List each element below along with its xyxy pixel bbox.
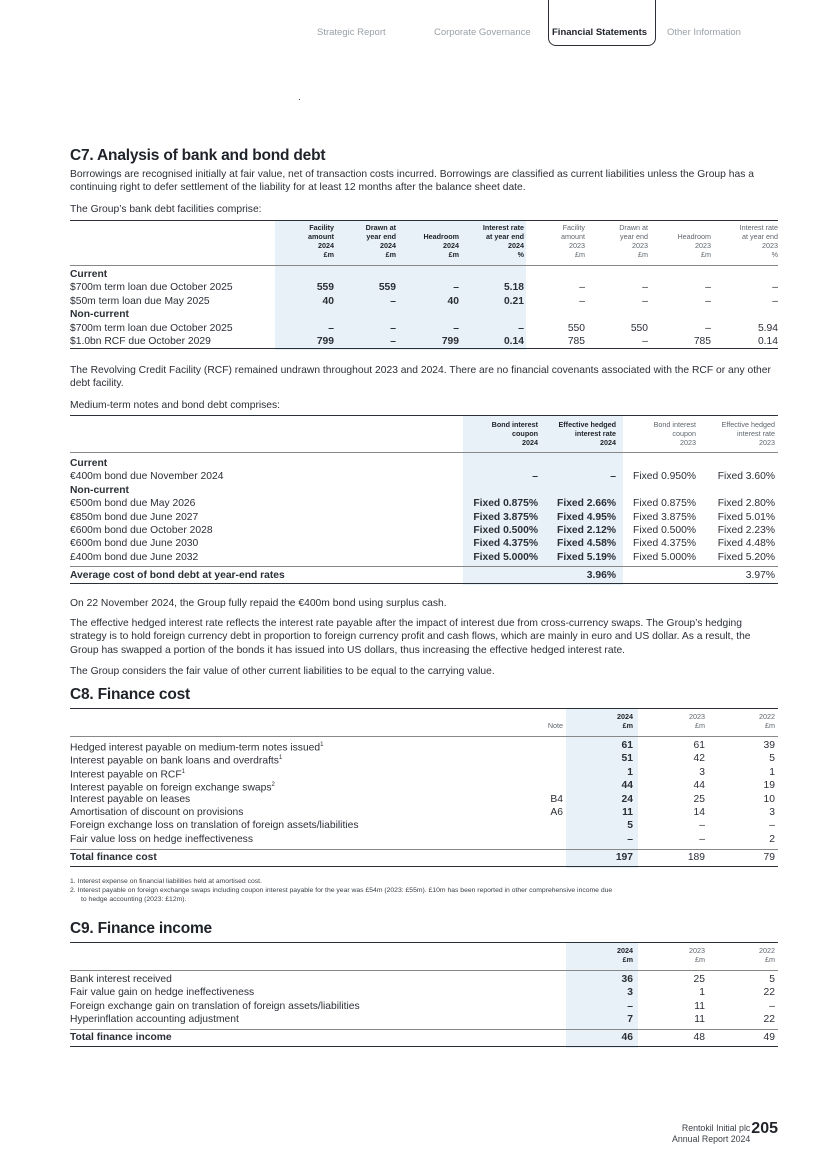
bond-cell: Fixed 3.875% <box>473 511 538 523</box>
footnote-2-cont: to hedge accounting (2023: £12m). <box>81 896 187 903</box>
bond-cell: Fixed 3.60% <box>717 471 775 483</box>
bank-cell: 550 <box>630 322 648 334</box>
total-cell: 79 <box>763 852 775 863</box>
total-cell: 46 <box>621 1032 633 1043</box>
total-cell: 48 <box>693 1032 705 1043</box>
stray-dot <box>299 99 300 100</box>
c8-header-2-line-1: 2023 <box>689 712 705 721</box>
c8-cell: 2 <box>769 833 775 845</box>
c8-cell: 42 <box>693 753 705 765</box>
notes-intro: Medium-term notes and bond debt comprises: <box>70 400 281 411</box>
bond-header-3-line-3: 2023 <box>680 438 696 447</box>
footer-company <box>672 1123 750 1144</box>
c8-header-3-line-1: 2022 <box>759 712 775 721</box>
bond-cell: – <box>532 471 538 483</box>
row-label: Hyperinflation accounting adjustment <box>70 1014 239 1026</box>
bond-header-1-line-1: Bond interest <box>491 420 538 429</box>
header-rule <box>70 265 778 266</box>
c8-cell: 39 <box>763 740 775 751</box>
bank-header-4-line-1: Interest rate <box>482 223 524 232</box>
row-label: $1.0bn RCF due October 2029 <box>70 336 211 347</box>
c8-header-1-line-2: £m <box>622 721 633 730</box>
bank-cell: 785 <box>693 336 711 347</box>
bond-header-4-line-2: interest rate <box>737 429 775 438</box>
bond-header-4-line-3: 2023 <box>759 438 775 447</box>
bank-cell: 799 <box>441 336 459 347</box>
row-label-text: Hedged interest payable on medium-term notes issued <box>70 742 321 754</box>
footnote-2: 2. Interest payable on foreign exchange swaps including coupon interest payable for the year was £54m (2023: £55m). £10m has been reported in other comprehensive income due <box>70 887 613 894</box>
bank-header-3-line-4: £m <box>448 250 459 259</box>
c8-cell: 1 <box>627 766 633 778</box>
bank-cell: – <box>642 282 648 294</box>
row-label-text: Foreign exchange loss on translation of foreign assets/liabilities <box>70 820 359 832</box>
bond-header-4-line-1: Effective hedged <box>721 420 775 429</box>
header-rule <box>70 452 778 453</box>
row-label-text: Fair value loss on hedge ineffectiveness <box>70 833 253 845</box>
total-rule <box>70 566 778 567</box>
c9-cell: 22 <box>763 1014 775 1026</box>
bank-cell: 550 <box>567 322 585 334</box>
c9-cell: – <box>769 1000 775 1012</box>
bank-cell: 559 <box>316 282 334 294</box>
bank-cell: – <box>390 295 396 307</box>
bond-header-3-line-2: coupon <box>672 429 696 438</box>
row-label: €600m bond due June 2030 <box>70 538 199 550</box>
bond-cell: Fixed 0.500% <box>633 525 696 536</box>
bank-header-3-line-2: Headroom <box>423 232 459 241</box>
c8-cell: 44 <box>621 780 633 792</box>
finance-cost-table <box>70 708 778 868</box>
bond-header-2-line-3: 2024 <box>600 438 616 447</box>
bond-cell: Fixed 4.375% <box>633 538 696 550</box>
bank-header-6-line-2: year end <box>620 232 648 241</box>
bank-header-7-line-4: £m <box>701 250 711 259</box>
bank-header-6-line-3: 2023 <box>632 241 648 250</box>
bond-cell: Fixed 5.000% <box>633 551 696 563</box>
section-nav <box>300 0 760 46</box>
bank-cell: 5.18 <box>503 282 524 294</box>
note-ref: A6 <box>550 807 563 818</box>
c7-intro: Borrowings are recognised initially at fair value, net of transaction costs incurred. Borrowings are classified as current liabilities unless the Group has a continuing right to defer settlement of the liability for at least 12 months after the balance sheet date. <box>70 169 754 194</box>
table-top-rule <box>70 220 778 221</box>
bank-cell: – <box>390 322 396 334</box>
tab-corporate-governance[interactable]: Corporate Governance <box>434 27 531 38</box>
bank-header-8-line-1: Interest rate <box>739 223 778 232</box>
c8-cell: 25 <box>693 793 705 805</box>
total-label: Average cost of bond debt at year-end rates <box>70 570 285 581</box>
bank-debt-table <box>70 220 778 350</box>
c8-cell: 14 <box>693 807 705 818</box>
c8-cell: 44 <box>693 780 705 792</box>
section-label: Current <box>70 458 108 469</box>
table-top-rule <box>70 415 778 416</box>
c8-cell: 24 <box>621 793 633 805</box>
row-label: €500m bond due May 2026 <box>70 498 196 510</box>
total-label: Total finance income <box>70 1032 172 1043</box>
c8-cell: 51 <box>621 753 633 765</box>
row-label: €850m bond due June 2027 <box>70 511 199 523</box>
c8-cell: 5 <box>769 753 775 765</box>
bank-header-1-line-1: Facility <box>309 223 334 232</box>
c9-header-1-line-1: 2024 <box>617 946 633 955</box>
row-label-text: Amortisation of discount on provisions <box>70 807 244 818</box>
bond-cell: Fixed 0.875% <box>473 498 538 510</box>
bank-cell: 40 <box>322 295 334 307</box>
bond-cell: Fixed 4.375% <box>473 538 538 550</box>
total-label: Total finance cost <box>70 852 157 863</box>
bank-cell: – <box>642 336 648 347</box>
c9-cell: 1 <box>699 987 705 999</box>
note-ref: B4 <box>550 793 563 805</box>
bank-cell: 5.94 <box>757 322 778 334</box>
c8-cell: – <box>699 833 705 845</box>
bank-header-8-line-4: % <box>771 250 778 259</box>
c9-title: C9. Finance income <box>70 920 212 937</box>
c9-header-3-line-2: £m <box>765 955 775 964</box>
bank-header-4-line-4: % <box>517 250 524 259</box>
c8-header-1-line-1: 2024 <box>617 712 633 721</box>
bond-debt-table <box>70 415 778 585</box>
bond-header-3-line-1: Bond interest <box>653 420 696 429</box>
footer-company-name: Rentokil Initial plc <box>681 1123 751 1133</box>
bank-cell: – <box>328 322 334 334</box>
c8-cell: 5 <box>627 820 633 832</box>
tab-financial-statements[interactable]: Financial Statements <box>548 0 656 46</box>
bank-header-5-line-1: Facility <box>562 223 585 232</box>
c8-cell: 3 <box>769 807 775 818</box>
table-bottom-rule <box>70 1046 778 1047</box>
c8-cell: 61 <box>621 740 633 751</box>
bank-header-1-line-2: amount <box>308 232 334 241</box>
c9-cell: 11 <box>694 1014 705 1026</box>
c8-cell: – <box>699 820 705 832</box>
bank-header-2-line-1: Drawn at <box>365 223 396 232</box>
note-header: Note <box>547 721 563 730</box>
table-top-rule <box>70 708 778 709</box>
c9-cell: 7 <box>627 1014 633 1026</box>
bond-header-1-line-3: 2024 <box>522 438 538 447</box>
total-cell: 49 <box>763 1032 775 1043</box>
footnote-marker: 2 <box>271 782 275 789</box>
c9-cell: 36 <box>621 974 633 985</box>
bank-header-7-line-3: 2023 <box>695 241 711 250</box>
bank-header-6-line-4: £m <box>638 250 648 259</box>
bond-cell: Fixed 0.950% <box>633 471 696 483</box>
bond-cell: Fixed 4.95% <box>557 511 616 523</box>
footnote-marker: 1 <box>320 742 324 748</box>
c8-header-3-line-2: £m <box>765 721 775 730</box>
bank-cell: – <box>642 295 648 307</box>
footnote-marker: 1 <box>278 755 283 762</box>
c8-header-2-line-2: £m <box>695 721 705 730</box>
footnote-1: 1. Interest expense on financial liabilities held at amortised cost. <box>70 878 262 885</box>
bank-cell: – <box>772 295 778 307</box>
bond-cell: Fixed 3.875% <box>633 511 696 523</box>
c9-header-3-line-1: 2022 <box>759 946 775 955</box>
finance-income-table <box>70 942 778 1048</box>
bond-cell: Fixed 2.80% <box>717 498 775 510</box>
total-cell: 189 <box>687 852 705 863</box>
row-label: £400m bond due June 2032 <box>70 551 199 563</box>
c8-cell: 19 <box>763 780 775 792</box>
c8-cell: 61 <box>693 740 705 751</box>
bank-header-5-line-3: 2023 <box>569 241 585 250</box>
c9-header-2-line-2: £m <box>695 955 705 964</box>
row-label: Foreign exchange gain on translation of foreign assets/liabilities <box>70 1000 360 1012</box>
bank-cell: 559 <box>378 282 396 294</box>
section-label: Current <box>70 269 108 280</box>
c9-header-2-line-1: 2023 <box>689 946 705 955</box>
c9-cell: 25 <box>693 974 705 985</box>
bond-header-1-line-2: coupon <box>512 429 538 438</box>
bank-header-6-line-1: Drawn at <box>619 223 648 232</box>
c8-cell: 11 <box>622 807 633 818</box>
bank-cell: – <box>390 336 396 347</box>
bond-cell: Fixed 5.01% <box>717 511 775 523</box>
bank-cell: – <box>705 322 711 334</box>
bank-header-4-line-2: at year end <box>486 232 524 241</box>
bank-cell: – <box>453 282 459 294</box>
bond-header-2-line-2: interest rate <box>574 429 616 438</box>
bond-cell: Fixed 0.500% <box>473 525 538 536</box>
bank-cell: – <box>579 295 585 307</box>
bank-cell: 0.14 <box>503 336 524 347</box>
c8-title: C8. Finance cost <box>70 686 190 703</box>
section-label: Non-current <box>70 309 129 321</box>
row-label <box>70 833 253 846</box>
table-top-rule <box>70 942 778 943</box>
bond-cell: Fixed 5.000% <box>473 551 538 563</box>
bond-header-2-line-1: Effective hedged <box>558 420 616 429</box>
total-cell: 3.97% <box>745 570 775 581</box>
c8-cell: – <box>627 833 633 845</box>
c8-cell: 3 <box>699 766 705 778</box>
c9-cell: 22 <box>763 987 775 999</box>
bank-cell: – <box>772 282 778 294</box>
bank-header-8-line-2: at year end <box>742 232 778 241</box>
c9-cell: 11 <box>694 1000 705 1012</box>
bank-header-2-line-3: 2024 <box>380 241 396 250</box>
row-label: Fair value gain on hedge ineffectiveness <box>70 987 255 999</box>
para-bond-repaid: On 22 November 2024, the Group fully repaid the €400m bond using surplus cash. <box>70 598 447 609</box>
bank-header-3-line-3: 2024 <box>443 241 459 250</box>
facilities-intro: The Group’s bank debt facilities comprise: <box>70 204 262 215</box>
bank-header-5-line-4: £m <box>575 250 585 259</box>
header-rule <box>70 970 778 971</box>
c9-cell: 3 <box>627 987 633 999</box>
c9-cell: – <box>627 1000 633 1012</box>
page-number: 205 <box>751 1120 778 1137</box>
bank-header-1-line-4: £m <box>323 250 334 259</box>
row-label: €600m bond due October 2028 <box>70 525 213 536</box>
para-hedging: The effective hedged interest rate reflects the interest rate payable after the impact of interest due from cross-currency swaps. The Group’s hedging strategy is to hold foreign currency debt in proportion to foreign currency profit and cash flows, which are mainly in euro and US dollar. As a result, the Group has swapped a portion of the bonds it has issued into US dollars, thus increasing the effective hedged interest rate. <box>70 618 751 656</box>
bank-cell: 785 <box>567 336 585 347</box>
bank-cell: 799 <box>316 336 334 347</box>
c8-cell: 10 <box>763 793 775 805</box>
bank-cell: 0.14 <box>757 336 778 347</box>
row-label <box>70 819 358 832</box>
tab-other-information[interactable]: Other Information <box>667 27 741 38</box>
para-fair-value: The Group considers the fair value of other current liabilities to be equal to the carrying value. <box>70 666 495 677</box>
row-label <box>70 793 190 806</box>
table-bottom-rule <box>70 866 778 867</box>
bond-cell: Fixed 5.19% <box>557 551 616 563</box>
footnote-marker: 1 <box>181 768 185 775</box>
row-label <box>70 806 243 819</box>
c8-cell: 1 <box>769 766 775 778</box>
footer-report-name: Annual Report 2024 <box>672 1133 751 1144</box>
bank-cell: – <box>705 295 711 307</box>
bank-header-5-line-2: amount <box>561 232 585 241</box>
row-label-text: Interest payable on bank loans and overdrafts <box>70 755 279 767</box>
bond-cell: Fixed 4.48% <box>717 538 775 550</box>
bond-cell: Fixed 2.66% <box>557 498 616 510</box>
bank-header-8-line-3: 2023 <box>762 241 778 250</box>
bank-header-1-line-3: 2024 <box>318 241 334 250</box>
page-footer <box>672 1120 778 1144</box>
table-bottom-rule <box>70 583 778 584</box>
section-label: Non-current <box>70 484 129 496</box>
total-rule <box>70 849 778 850</box>
row-label-text: Interest payable on leases <box>70 793 191 805</box>
row-label: Bank interest received <box>70 974 172 985</box>
c9-cell: 5 <box>769 974 775 985</box>
tab-strategic-report[interactable]: Strategic Report <box>317 27 386 38</box>
header-rule <box>70 736 778 737</box>
bond-cell: Fixed 0.875% <box>633 498 696 510</box>
bond-cell: Fixed 2.23% <box>717 525 775 536</box>
bank-cell: – <box>518 322 524 334</box>
bank-cell: – <box>453 322 459 334</box>
c9-header-1-line-2: £m <box>622 955 633 964</box>
bank-header-2-line-4: £m <box>385 250 396 259</box>
row-label-text: Interest payable on foreign exchange swaps <box>70 782 272 794</box>
row-label: $50m term loan due May 2025 <box>70 295 210 307</box>
bank-cell: 40 <box>447 295 459 307</box>
bank-header-7-line-2: Headroom <box>677 232 711 241</box>
bond-cell: Fixed 5.20% <box>717 551 775 563</box>
c7-title: C7. Analysis of bank and bond debt <box>70 147 326 164</box>
row-label-text: Interest payable on RCF <box>70 769 182 781</box>
total-rule <box>70 1029 778 1030</box>
bank-header-4-line-3: 2024 <box>508 241 524 250</box>
bond-cell: – <box>610 471 616 483</box>
row-label: $700m term loan due October 2025 <box>70 322 233 334</box>
row-label: €400m bond due November 2024 <box>70 471 224 483</box>
row-label: $700m term loan due October 2025 <box>70 282 233 294</box>
c8-cell: – <box>769 820 775 832</box>
total-cell: 3.96% <box>586 570 616 581</box>
bond-cell: Fixed 2.12% <box>557 525 616 536</box>
bank-cell: – <box>705 282 711 294</box>
bank-header-2-line-2: year end <box>366 232 396 241</box>
rcf-note: The Revolving Credit Facility (RCF) remained undrawn throughout 2023 and 2024. There are no financial covenants associated with the RCF or any other debt facility. <box>70 365 771 390</box>
total-cell: 197 <box>615 852 633 863</box>
bank-cell: – <box>579 282 585 294</box>
bond-cell: Fixed 4.58% <box>557 538 616 550</box>
bank-cell: 0.21 <box>503 295 524 307</box>
